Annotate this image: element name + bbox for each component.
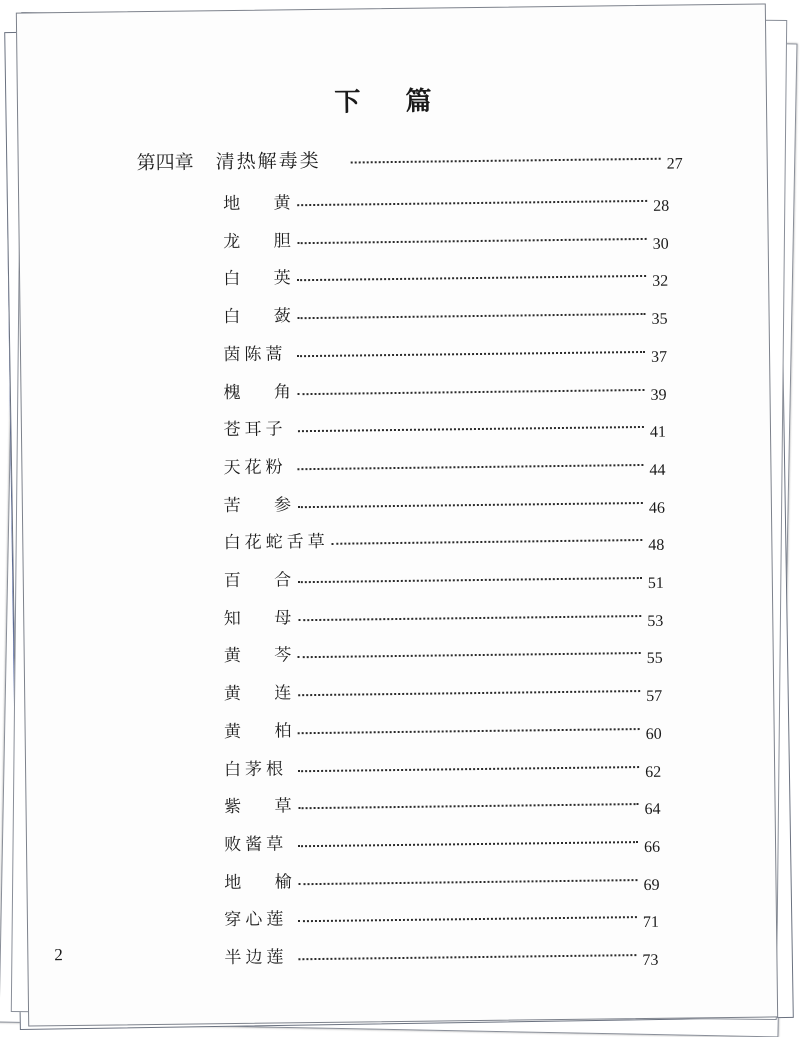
toc-entry-page-number: 57 [646, 687, 663, 706]
dot-leader [298, 728, 640, 734]
toc-entry-label: 龙 胆 [223, 230, 305, 252]
section-title: 下 篇 [334, 86, 450, 118]
dot-leader [298, 841, 638, 847]
toc-entry-page-number: 55 [646, 650, 663, 668]
toc-entry-row [224, 598, 694, 634]
dot-leader [297, 275, 646, 281]
toc-entry-page-number: 64 [644, 800, 661, 819]
dot-leader [297, 238, 646, 244]
toc-entry-page-number: 60 [645, 725, 662, 743]
toc-entry-row [224, 749, 694, 785]
toc-chapter-row [136, 141, 691, 178]
toc-entry-page-number: 53 [647, 612, 664, 630]
toc-entry-label: 黄 柏 [223, 720, 306, 742]
toc-entry-row [224, 523, 694, 559]
toc-entry-page-number: 28 [653, 197, 670, 215]
toc-page [16, 3, 778, 1026]
toc-entry-page-number: 44 [649, 461, 666, 479]
toc-entry-label: 天花粉 [223, 457, 287, 479]
toc-entry-page-number: 39 [650, 386, 667, 404]
dot-leader [297, 388, 644, 394]
toc-entry-row [223, 485, 693, 521]
toc-entry-row [224, 787, 694, 823]
chapter-heading [136, 146, 320, 175]
toc-entry-page-number: 41 [649, 423, 667, 442]
toc-entry-row [223, 221, 693, 257]
dot-leader [298, 464, 644, 470]
dot-leader [298, 652, 641, 658]
toc-entry-label: 百 合 [223, 570, 306, 592]
chapter-title: 清热解毒类 [215, 149, 321, 174]
dot-leader [298, 690, 640, 696]
toc-entry-label: 穿心莲 [224, 909, 288, 931]
toc-entry-page-number: 46 [648, 499, 666, 517]
dot-leader [297, 200, 647, 206]
toc-entry-row [224, 673, 694, 709]
toc-entry-row [224, 560, 694, 596]
dot-leader [298, 502, 643, 508]
toc-entry-row [224, 824, 694, 860]
folio-page-number: 2 [54, 945, 63, 965]
toc-entry-page-number: 69 [643, 876, 660, 894]
dot-leader [298, 916, 637, 922]
toc-entry-label: 地 榆 [224, 871, 306, 893]
toc-entry-label: 苦 参 [223, 494, 306, 516]
toc-entry-label: 槐 角 [223, 381, 306, 403]
dot-leader [351, 158, 661, 164]
toc-entry-row [223, 334, 693, 370]
toc-entry-page-number: 37 [650, 348, 668, 366]
toc-entry-page-number: 32 [652, 273, 669, 291]
toc-entry-row [224, 711, 694, 747]
toc-entry-label: 半边莲 [224, 947, 288, 969]
dot-leader [298, 803, 638, 809]
toc-entry-label: 知 母 [223, 607, 306, 629]
toc-entry-label: 白茅根 [223, 758, 288, 780]
toc-entry-page-number: 51 [647, 574, 664, 592]
toc-entry-label: 败酱草 [224, 834, 288, 856]
dot-leader [298, 954, 636, 960]
toc-entry-page-number: 35 [651, 310, 668, 328]
chapter-number: 第四章 [136, 151, 194, 175]
toc-entry-label: 地 黄 [223, 193, 305, 215]
dot-leader [297, 313, 645, 319]
toc-entry-row [223, 296, 693, 332]
toc-entry-label: 黄 芩 [223, 645, 306, 667]
toc-entry-label: 白 英 [223, 268, 305, 290]
toc-entry-page-number: 71 [642, 914, 660, 932]
toc-entry-page-number: 66 [643, 838, 661, 856]
dot-leader [297, 351, 645, 357]
toc-entry-row [223, 447, 693, 483]
dot-leader [298, 879, 637, 885]
toc-entry-row [223, 183, 693, 219]
toc-entry-label: 紫 草 [224, 796, 306, 818]
toc-entry-label: 黄 连 [223, 683, 306, 705]
toc-entry-label: 茵陈蒿 [223, 344, 287, 365]
dot-leader [298, 766, 639, 772]
toc-entry-row [223, 259, 693, 295]
chapter-page-number: 27 [666, 155, 683, 173]
dot-leader [298, 426, 644, 432]
toc-entry-row [223, 410, 693, 446]
toc-entry-page-number: 73 [642, 951, 659, 970]
dot-leader [298, 577, 642, 583]
toc-entry-row [224, 862, 694, 898]
toc-entry-page-number: 62 [645, 763, 662, 781]
toc-entry-label: 白花蛇舌草 [223, 532, 329, 554]
toc-entry-page-number: 30 [652, 235, 669, 253]
dot-leader [298, 615, 641, 621]
dot-leader [332, 539, 643, 545]
toc-entry-page-number: 48 [648, 537, 665, 555]
toc-entry-row [224, 900, 694, 936]
toc-entry-label: 白 蔹 [223, 306, 305, 328]
toc-entry-row [224, 636, 694, 672]
toc-entry-row [223, 372, 693, 408]
toc-entry-label: 苍耳子 [223, 419, 287, 441]
toc-entry-row [224, 937, 694, 973]
